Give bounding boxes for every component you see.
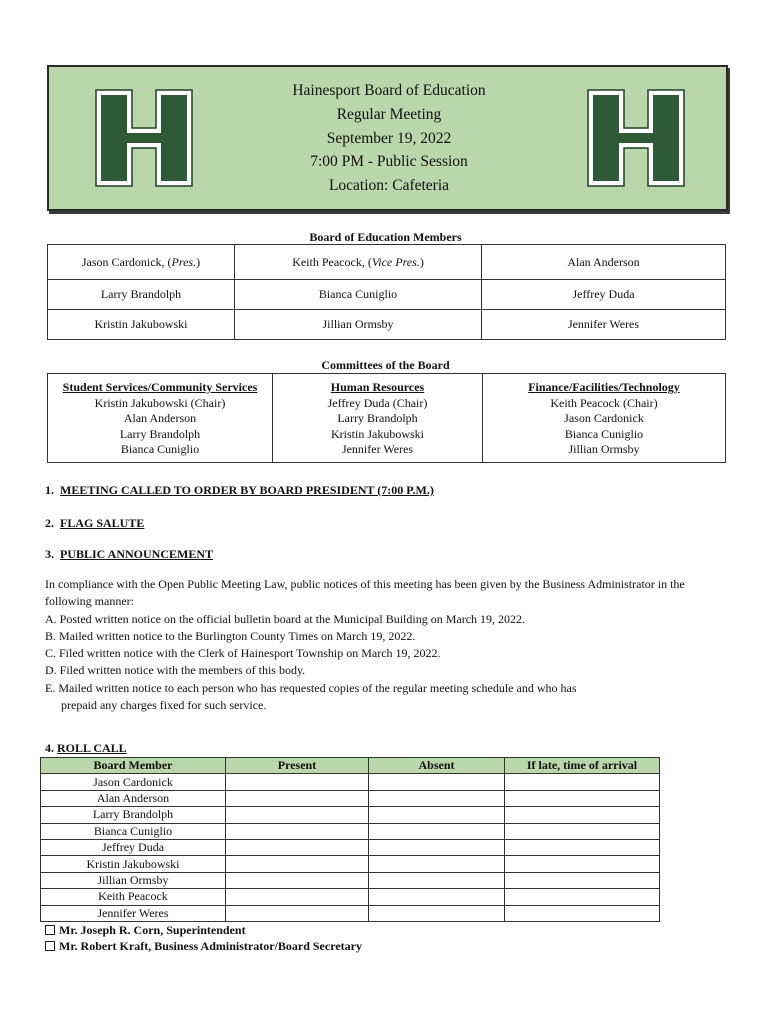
committee-member: Kristin Jakubowski bbox=[331, 426, 424, 441]
agenda-item-2: 2. FLAG SALUTE bbox=[45, 516, 145, 530]
committee-cell bbox=[483, 374, 726, 463]
notice-item: A. Posted written notice on the official bulletin board at the Municipal Building on March 19, 2022. bbox=[45, 611, 526, 626]
member-cell: Jennifer Weres bbox=[482, 310, 726, 340]
committee-member: Alan Anderson bbox=[123, 411, 197, 426]
absent-cell[interactable] bbox=[369, 774, 505, 790]
committee-name: Human Resources bbox=[330, 380, 425, 394]
committee-member: Jeffrey Duda (Chair) bbox=[327, 395, 428, 410]
board-name: Hainesport Board of Education bbox=[292, 82, 486, 99]
meeting-location: Location: Cafeteria bbox=[328, 177, 450, 195]
roll-call-table bbox=[40, 757, 660, 922]
committee-member: Bianca Cuniglio bbox=[120, 442, 200, 457]
present-cell[interactable] bbox=[226, 823, 369, 839]
h-logo-icon bbox=[94, 88, 194, 188]
agenda-item-title: PUBLIC ANNOUNCEMENT bbox=[60, 547, 214, 561]
committee-member: Larry Brandolph bbox=[337, 411, 418, 426]
announcement-text: In compliance with the Open Public Meeting Law, public notices of this meeting has been given by the Business Administrator in the following manner: A. Posted written notice on the official bulletin board at the Municipal Building on March 19, 2022. B. Mailed written notice to the Burlington County Times on March 19, 2022. C. Filed written notice with the Clerk of Hainesport Township on March 19, 2022. D. Filed written notice with the members of this body. E. Mailed written notice to each person who has requested copies of the regular meeting schedule and who has prepaid any charges fixed for such service. bbox=[45, 576, 725, 714]
table-row bbox=[41, 839, 660, 855]
member-cell: Alan Anderson bbox=[482, 245, 726, 280]
member-cell: Jillian Ormsby bbox=[235, 310, 482, 340]
column-header: Absent bbox=[369, 758, 505, 774]
table-row bbox=[41, 872, 660, 888]
members-table bbox=[47, 244, 726, 340]
present-cell[interactable] bbox=[226, 774, 369, 790]
committees-table bbox=[47, 373, 726, 463]
member-name: Jeffrey Duda bbox=[41, 839, 226, 855]
member-cell: Kristin Jakubowski bbox=[48, 310, 235, 340]
member-name: Jillian Ormsby bbox=[41, 872, 226, 888]
arrival-time-cell[interactable] bbox=[505, 807, 660, 823]
arrival-time-cell[interactable] bbox=[505, 790, 660, 806]
member-cell: Bianca Cuniglio bbox=[235, 280, 482, 310]
member-name: Keith Peacock bbox=[41, 889, 226, 905]
staff-business-admin: Mr. Robert Kraft, Business Administrator/Board Secretary bbox=[45, 939, 362, 954]
agenda-item-1: 1. MEETING CALLED TO ORDER BY BOARD PRESIDENT (7:00 P.M.) bbox=[45, 483, 434, 497]
present-cell[interactable] bbox=[226, 905, 369, 921]
member-name: Jennifer Weres bbox=[41, 905, 226, 921]
checkbox-icon[interactable] bbox=[45, 925, 55, 935]
committee-member: Jillian Ormsby bbox=[568, 442, 640, 457]
column-header: If late, time of arrival bbox=[505, 758, 660, 774]
table-row bbox=[41, 823, 660, 839]
committee-member: Kristin Jakubowski (Chair) bbox=[94, 395, 226, 410]
arrival-time-cell[interactable] bbox=[505, 823, 660, 839]
absent-cell[interactable] bbox=[369, 839, 505, 855]
present-cell[interactable] bbox=[226, 807, 369, 823]
committee-name: Student Services/Community Services bbox=[62, 380, 258, 394]
member-name: Jason Cardonick bbox=[41, 774, 226, 790]
absent-cell[interactable] bbox=[369, 790, 505, 806]
arrival-time-cell[interactable] bbox=[505, 856, 660, 872]
member-name: Alan Anderson bbox=[41, 790, 226, 806]
member-cell: Keith Peacock, (Vice Pres.) bbox=[235, 245, 482, 280]
committee-cell bbox=[273, 374, 483, 463]
agenda-item-title: MEETING CALLED TO ORDER BY BOARD PRESIDENT (7:00 P.M.) bbox=[60, 483, 434, 497]
table-row bbox=[41, 807, 660, 823]
arrival-time-cell[interactable] bbox=[505, 889, 660, 905]
member-name: Bianca Cuniglio bbox=[41, 823, 226, 839]
arrival-time-cell[interactable] bbox=[505, 839, 660, 855]
committee-member: Jason Cardonick bbox=[564, 411, 644, 426]
present-cell[interactable] bbox=[226, 872, 369, 888]
meeting-time: 7:00 PM - Public Session bbox=[310, 153, 468, 171]
agenda-item-3: 3. PUBLIC ANNOUNCEMENT bbox=[45, 547, 214, 561]
present-cell[interactable] bbox=[226, 790, 369, 806]
agenda-item-4: 4. ROLL CALL bbox=[45, 741, 127, 755]
present-cell[interactable] bbox=[226, 856, 369, 872]
notice-item-continued: prepaid any charges fixed for such service. bbox=[61, 698, 267, 713]
meeting-header bbox=[249, 79, 529, 198]
table-row bbox=[41, 856, 660, 872]
arrival-time-cell[interactable] bbox=[505, 905, 660, 921]
table-row bbox=[41, 889, 660, 905]
notice-item: E. Mailed written notice to each person who has requested copies of the regular meeting schedule and who has bbox=[45, 680, 577, 695]
table-row bbox=[41, 774, 660, 790]
committee-member: Jennifer Weres bbox=[341, 442, 414, 457]
committee-member: Keith Peacock (Chair) bbox=[550, 395, 658, 410]
member-cell: Jason Cardonick, (Pres.) bbox=[48, 245, 235, 280]
notice-item: D. Filed written notice with the members of this body. bbox=[45, 663, 306, 678]
present-cell[interactable] bbox=[226, 839, 369, 855]
committee-name: Finance/Facilities/Technology bbox=[528, 380, 680, 394]
absent-cell[interactable] bbox=[369, 872, 505, 888]
absent-cell[interactable] bbox=[369, 856, 505, 872]
table-row bbox=[41, 790, 660, 806]
arrival-time-cell[interactable] bbox=[505, 872, 660, 888]
table-row bbox=[41, 905, 660, 921]
members-section-title: Board of Education Members bbox=[309, 230, 462, 244]
h-logo-icon bbox=[586, 88, 686, 188]
present-cell[interactable] bbox=[226, 889, 369, 905]
notice-item: B. Mailed written notice to the Burlington County Times on March 19, 2022. bbox=[45, 628, 416, 643]
staff-superintendent: Mr. Joseph R. Corn, Superintendent bbox=[45, 923, 246, 938]
header-banner bbox=[47, 65, 728, 211]
agenda-item-title: ROLL CALL bbox=[57, 741, 127, 755]
column-header: Present bbox=[226, 758, 369, 774]
agenda-item-title: FLAG SALUTE bbox=[60, 516, 145, 530]
member-cell: Larry Brandolph bbox=[48, 280, 235, 310]
absent-cell[interactable] bbox=[369, 823, 505, 839]
meeting-date: September 19, 2022 bbox=[326, 129, 452, 147]
notice-item: C. Filed written notice with the Clerk of Hainesport Township on March 19, 2022. bbox=[45, 646, 441, 661]
absent-cell[interactable] bbox=[369, 905, 505, 921]
member-cell: Jeffrey Duda bbox=[482, 280, 726, 310]
member-name: Larry Brandolph bbox=[41, 807, 226, 823]
committees-section-title: Committees of the Board bbox=[321, 358, 450, 372]
committee-member: Larry Brandolph bbox=[119, 426, 201, 441]
absent-cell[interactable] bbox=[369, 889, 505, 905]
checkbox-icon[interactable] bbox=[45, 941, 55, 951]
member-name: Kristin Jakubowski bbox=[41, 856, 226, 872]
column-header: Board Member bbox=[41, 758, 226, 774]
arrival-time-cell[interactable] bbox=[505, 774, 660, 790]
committee-cell bbox=[48, 374, 273, 463]
meeting-type: Regular Meeting bbox=[336, 105, 442, 123]
committee-member: Bianca Cuniglio bbox=[564, 426, 644, 441]
absent-cell[interactable] bbox=[369, 807, 505, 823]
